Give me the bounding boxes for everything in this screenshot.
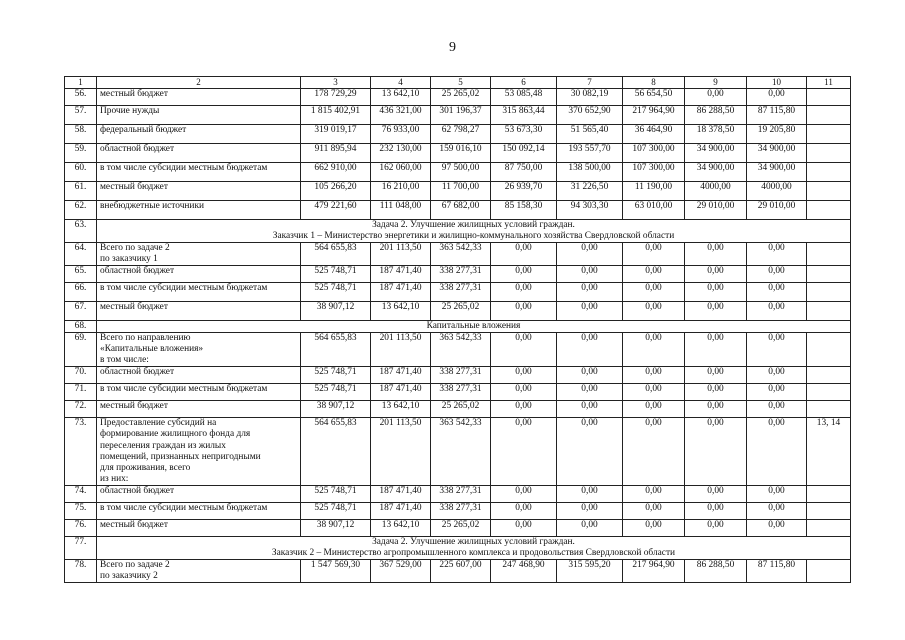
- row-name: местный бюджет: [97, 519, 301, 536]
- row-note: [807, 301, 851, 320]
- header-col-2: 2: [97, 77, 301, 89]
- header-col-6: 6: [491, 77, 557, 89]
- table-row: [65, 200, 851, 219]
- row-value: 0,00: [685, 265, 747, 282]
- row-value: 436 321,00: [371, 105, 431, 124]
- row-note: [807, 88, 851, 105]
- row-value: 138 500,00: [557, 162, 623, 181]
- header-col-8: 8: [623, 77, 685, 89]
- row-value: 34 900,00: [685, 162, 747, 181]
- row-value: 0,00: [491, 242, 557, 265]
- row-value: 525 748,71: [301, 282, 371, 301]
- row-note: [807, 560, 851, 583]
- row-number: 62.: [65, 200, 97, 219]
- row-name: в том числе субсидии местным бюджетам: [97, 282, 301, 301]
- section-title-line: Заказчик 1 – Министерство энергетики и жилищно-коммунального хозяйства Свердловской области: [272, 230, 675, 241]
- row-value: 363 542,33: [431, 333, 491, 367]
- row-number: 60.: [65, 162, 97, 181]
- row-value: 25 265,02: [431, 519, 491, 536]
- row-value: 62 798,27: [431, 124, 491, 143]
- row-value: 315 863,44: [491, 105, 557, 124]
- row-value: 338 277,31: [431, 485, 491, 502]
- row-value: 187 471,40: [371, 265, 431, 282]
- table-row: [65, 124, 851, 143]
- row-value: 911 895,94: [301, 143, 371, 162]
- row-name: областной бюджет: [97, 143, 301, 162]
- row-note: [807, 143, 851, 162]
- row-number: 78.: [65, 560, 97, 583]
- row-value: 217 964,90: [623, 560, 685, 583]
- row-note: [807, 502, 851, 519]
- section-title: [97, 536, 851, 559]
- row-note: [807, 367, 851, 384]
- row-value: 301 196,37: [431, 105, 491, 124]
- section-title-line: Задача 2. Улучшение жилищных условий граждан.: [372, 536, 575, 547]
- row-number: 67.: [65, 301, 97, 320]
- row-value: 13 642,10: [371, 88, 431, 105]
- row-value: 0,00: [623, 301, 685, 320]
- table-row: [65, 401, 851, 418]
- row-value: 38 907,12: [301, 401, 371, 418]
- row-value: 31 226,50: [557, 181, 623, 200]
- row-value: 187 471,40: [371, 485, 431, 502]
- row-value: 38 907,12: [301, 519, 371, 536]
- row-value: 162 060,00: [371, 162, 431, 181]
- row-value: 0,00: [685, 384, 747, 401]
- row-name: Всего по направлению «Капитальные вложения» в том числе:: [97, 333, 301, 367]
- row-value: 76 933,00: [371, 124, 431, 143]
- table-row: [65, 242, 851, 265]
- row-note: [807, 265, 851, 282]
- row-number: 77.: [65, 536, 97, 559]
- row-value: 0,00: [747, 485, 807, 502]
- row-value: 87 115,80: [747, 105, 807, 124]
- section-row: [65, 219, 851, 242]
- row-value: 0,00: [623, 265, 685, 282]
- row-value: 0,00: [623, 418, 685, 486]
- row-value: 338 277,31: [431, 384, 491, 401]
- table-row: [65, 282, 851, 301]
- row-name: Всего по задаче 2 по заказчику 1: [97, 242, 301, 265]
- section-row: [65, 320, 851, 332]
- table-row: [65, 519, 851, 536]
- header-col-9: 9: [685, 77, 747, 89]
- row-value: 0,00: [557, 502, 623, 519]
- table-row: [65, 143, 851, 162]
- row-name: местный бюджет: [97, 88, 301, 105]
- table-row: [65, 301, 851, 320]
- row-value: 1 547 569,30: [301, 560, 371, 583]
- section-title-line: Заказчик 2 – Министерство агропромышленного комплекса и продовольствия Свердловской области: [271, 548, 676, 559]
- header-col-5: 5: [431, 77, 491, 89]
- row-value: 0,00: [623, 401, 685, 418]
- row-value: 0,00: [685, 485, 747, 502]
- table-row: [65, 485, 851, 502]
- row-value: 0,00: [747, 519, 807, 536]
- row-value: 26 939,70: [491, 181, 557, 200]
- row-note: [807, 162, 851, 181]
- row-value: 525 748,71: [301, 367, 371, 384]
- row-number: 72.: [65, 401, 97, 418]
- row-value: 30 082,19: [557, 88, 623, 105]
- row-value: 86 288,50: [685, 560, 747, 583]
- row-value: 338 277,31: [431, 282, 491, 301]
- row-note: [807, 124, 851, 143]
- row-value: 13 642,10: [371, 301, 431, 320]
- row-name: внебюджетные источники: [97, 200, 301, 219]
- row-value: 0,00: [747, 333, 807, 367]
- row-value: 0,00: [685, 502, 747, 519]
- row-note: [807, 105, 851, 124]
- row-name: в том числе субсидии местным бюджетам: [97, 162, 301, 181]
- table-row: [65, 418, 851, 486]
- budget-table: [64, 76, 851, 583]
- row-value: 0,00: [623, 333, 685, 367]
- row-value: 0,00: [491, 401, 557, 418]
- row-value: 217 964,90: [623, 105, 685, 124]
- row-value: 1 815 402,91: [301, 105, 371, 124]
- row-value: 0,00: [747, 242, 807, 265]
- section-title: [97, 320, 851, 332]
- row-number: 70.: [65, 367, 97, 384]
- row-value: 247 468,90: [491, 560, 557, 583]
- row-value: 13 642,10: [371, 519, 431, 536]
- row-note: [807, 485, 851, 502]
- row-value: 0,00: [491, 485, 557, 502]
- row-name: федеральный бюджет: [97, 124, 301, 143]
- row-value: 107 300,00: [623, 162, 685, 181]
- row-value: 367 529,00: [371, 560, 431, 583]
- row-value: 11 190,00: [623, 181, 685, 200]
- row-value: 225 607,00: [431, 560, 491, 583]
- row-value: 338 277,31: [431, 367, 491, 384]
- row-number: 74.: [65, 485, 97, 502]
- row-number: 76.: [65, 519, 97, 536]
- row-number: 69.: [65, 333, 97, 367]
- row-value: 97 500,00: [431, 162, 491, 181]
- row-value: 0,00: [685, 401, 747, 418]
- row-value: 363 542,33: [431, 242, 491, 265]
- row-value: 53 673,30: [491, 124, 557, 143]
- row-number: 71.: [65, 384, 97, 401]
- row-value: 0,00: [557, 418, 623, 486]
- row-value: 564 655,83: [301, 242, 371, 265]
- row-value: 0,00: [491, 333, 557, 367]
- row-number: 61.: [65, 181, 97, 200]
- row-value: 0,00: [491, 418, 557, 486]
- row-value: 0,00: [747, 401, 807, 418]
- row-value: 107 300,00: [623, 143, 685, 162]
- row-value: 319 019,17: [301, 124, 371, 143]
- row-value: 187 471,40: [371, 367, 431, 384]
- table-row: [65, 162, 851, 181]
- row-note: [807, 181, 851, 200]
- row-name: в том числе субсидии местным бюджетам: [97, 502, 301, 519]
- row-value: 53 085,48: [491, 88, 557, 105]
- row-name: Всего по задаче 2 по заказчику 2: [97, 560, 301, 583]
- row-value: 19 205,80: [747, 124, 807, 143]
- row-note: [807, 401, 851, 418]
- row-value: 0,00: [557, 485, 623, 502]
- row-value: 0,00: [491, 502, 557, 519]
- row-value: 0,00: [491, 384, 557, 401]
- row-value: 0,00: [623, 384, 685, 401]
- row-value: 662 910,00: [301, 162, 371, 181]
- row-value: 63 010,00: [623, 200, 685, 219]
- row-value: 29 010,00: [747, 200, 807, 219]
- header-col-11: 11: [807, 77, 851, 89]
- row-value: 187 471,40: [371, 282, 431, 301]
- row-number: 56.: [65, 88, 97, 105]
- row-value: 0,00: [491, 265, 557, 282]
- row-value: 338 277,31: [431, 265, 491, 282]
- row-value: 0,00: [557, 384, 623, 401]
- row-note: [807, 333, 851, 367]
- row-number: 64.: [65, 242, 97, 265]
- row-value: 315 595,20: [557, 560, 623, 583]
- row-value: 0,00: [747, 88, 807, 105]
- row-name: местный бюджет: [97, 401, 301, 418]
- row-value: 38 907,12: [301, 301, 371, 320]
- row-name: областной бюджет: [97, 485, 301, 502]
- row-value: 0,00: [491, 367, 557, 384]
- row-name: областной бюджет: [97, 265, 301, 282]
- row-value: 51 565,40: [557, 124, 623, 143]
- row-value: 0,00: [685, 282, 747, 301]
- row-value: 4000,00: [685, 181, 747, 200]
- row-value: 4000,00: [747, 181, 807, 200]
- row-value: 370 652,90: [557, 105, 623, 124]
- row-value: 0,00: [623, 367, 685, 384]
- row-value: 0,00: [685, 418, 747, 486]
- row-value: 0,00: [623, 519, 685, 536]
- table-row: [65, 367, 851, 384]
- row-value: 0,00: [557, 367, 623, 384]
- row-name: Предоставление субсидий на формирование жилищного фонда для переселения граждан из жилых помещений, признанных непригодными для проживания, всего из них:: [97, 418, 301, 486]
- row-value: 193 557,70: [557, 143, 623, 162]
- row-value: 86 288,50: [685, 105, 747, 124]
- row-value: 187 471,40: [371, 384, 431, 401]
- row-value: 16 210,00: [371, 181, 431, 200]
- row-value: 150 092,14: [491, 143, 557, 162]
- row-value: 94 303,30: [557, 200, 623, 219]
- row-number: 63.: [65, 219, 97, 242]
- row-value: 25 265,02: [431, 301, 491, 320]
- row-value: 25 265,02: [431, 88, 491, 105]
- row-value: 0,00: [747, 367, 807, 384]
- row-value: 0,00: [623, 242, 685, 265]
- row-value: 363 542,33: [431, 418, 491, 486]
- row-value: 0,00: [491, 519, 557, 536]
- row-value: 0,00: [557, 301, 623, 320]
- table-row: [65, 333, 851, 367]
- section-row: [65, 536, 851, 559]
- row-note: [807, 384, 851, 401]
- row-value: 0,00: [685, 519, 747, 536]
- row-value: 0,00: [747, 502, 807, 519]
- row-value: 0,00: [623, 282, 685, 301]
- header-col-10: 10: [747, 77, 807, 89]
- row-value: 18 378,50: [685, 124, 747, 143]
- row-value: 0,00: [685, 88, 747, 105]
- table-row: [65, 560, 851, 583]
- row-value: 338 277,31: [431, 502, 491, 519]
- row-name: местный бюджет: [97, 301, 301, 320]
- row-value: 479 221,60: [301, 200, 371, 219]
- header-col-7: 7: [557, 77, 623, 89]
- row-value: 56 654,50: [623, 88, 685, 105]
- header-col-1: 1: [65, 77, 97, 89]
- row-value: 0,00: [685, 333, 747, 367]
- row-note: [807, 519, 851, 536]
- row-note: [807, 282, 851, 301]
- table-row: [65, 105, 851, 124]
- row-value: 0,00: [557, 265, 623, 282]
- row-value: 564 655,83: [301, 333, 371, 367]
- row-value: 105 266,20: [301, 181, 371, 200]
- row-value: 0,00: [685, 301, 747, 320]
- section-title-line: Капитальные вложения: [426, 320, 521, 331]
- row-value: 0,00: [685, 367, 747, 384]
- row-value: 187 471,40: [371, 502, 431, 519]
- row-value: 0,00: [623, 485, 685, 502]
- table-row: [65, 265, 851, 282]
- row-value: 159 016,10: [431, 143, 491, 162]
- row-value: 0,00: [747, 282, 807, 301]
- row-number: 75.: [65, 502, 97, 519]
- row-value: 11 700,00: [431, 181, 491, 200]
- row-number: 73.: [65, 418, 97, 486]
- header-col-4: 4: [371, 77, 431, 89]
- row-value: 0,00: [747, 384, 807, 401]
- row-number: 68.: [65, 320, 97, 332]
- row-value: 87 750,00: [491, 162, 557, 181]
- row-value: 29 010,00: [685, 200, 747, 219]
- row-value: 0,00: [491, 282, 557, 301]
- table-row: [65, 384, 851, 401]
- row-value: 25 265,02: [431, 401, 491, 418]
- section-title-line: Задача 2. Улучшение жилищных условий граждан.: [372, 219, 575, 230]
- row-value: 0,00: [557, 519, 623, 536]
- row-value: 201 113,50: [371, 418, 431, 486]
- row-value: 34 900,00: [747, 143, 807, 162]
- table-row: [65, 502, 851, 519]
- row-value: 34 900,00: [747, 162, 807, 181]
- row-value: 85 158,30: [491, 200, 557, 219]
- page-number: 9: [449, 40, 456, 55]
- row-value: 0,00: [557, 401, 623, 418]
- header-row: [65, 77, 851, 89]
- row-value: 0,00: [557, 282, 623, 301]
- row-value: 67 682,00: [431, 200, 491, 219]
- row-value: 87 115,80: [747, 560, 807, 583]
- row-value: 232 130,00: [371, 143, 431, 162]
- row-number: 66.: [65, 282, 97, 301]
- row-note: [807, 242, 851, 265]
- row-value: 36 464,90: [623, 124, 685, 143]
- row-value: 0,00: [747, 301, 807, 320]
- table-row: [65, 181, 851, 200]
- row-value: 0,00: [491, 301, 557, 320]
- header-col-3: 3: [301, 77, 371, 89]
- row-value: 201 113,50: [371, 333, 431, 367]
- row-value: 564 655,83: [301, 418, 371, 486]
- row-value: 525 748,71: [301, 265, 371, 282]
- row-value: 0,00: [557, 333, 623, 367]
- row-value: 525 748,71: [301, 502, 371, 519]
- row-number: 65.: [65, 265, 97, 282]
- row-value: 0,00: [747, 418, 807, 486]
- section-title: [97, 219, 851, 242]
- row-value: 0,00: [623, 502, 685, 519]
- row-value: 0,00: [557, 242, 623, 265]
- row-name: местный бюджет: [97, 181, 301, 200]
- row-note: 13, 14: [807, 418, 851, 486]
- row-value: 0,00: [747, 265, 807, 282]
- row-value: 34 900,00: [685, 143, 747, 162]
- row-number: 57.: [65, 105, 97, 124]
- row-value: 111 048,00: [371, 200, 431, 219]
- row-number: 59.: [65, 143, 97, 162]
- row-number: 58.: [65, 124, 97, 143]
- row-value: 178 729,29: [301, 88, 371, 105]
- row-name: Прочие нужды: [97, 105, 301, 124]
- row-value: 13 642,10: [371, 401, 431, 418]
- row-note: [807, 200, 851, 219]
- row-name: областной бюджет: [97, 367, 301, 384]
- row-value: 201 113,50: [371, 242, 431, 265]
- row-value: 525 748,71: [301, 384, 371, 401]
- row-value: 525 748,71: [301, 485, 371, 502]
- row-name: в том числе субсидии местным бюджетам: [97, 384, 301, 401]
- row-value: 0,00: [685, 242, 747, 265]
- table-row: [65, 88, 851, 105]
